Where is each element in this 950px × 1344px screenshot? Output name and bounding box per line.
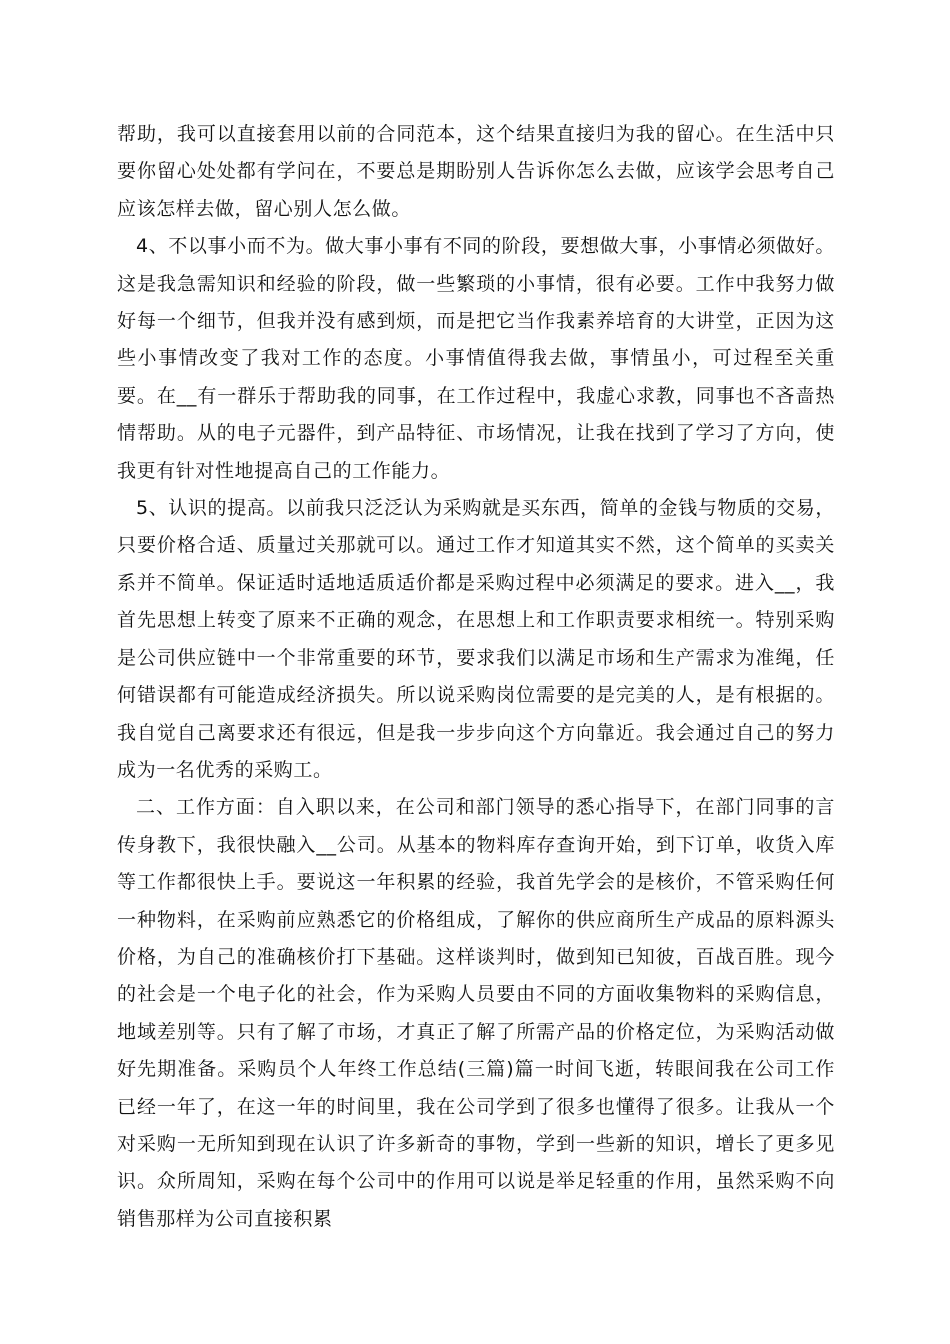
paragraph-work-aspect: 二、工作方面：自入职以来，在公司和部门领导的悉心指导下，在部门同事的言传身教下，我很快融入__公司。从基本的物料库存查询开始，到下订单，收货入库等工作都很快上手。要说这一年积累的经验，我首先学会的是核价，不管采购任何一种物料，在采购前应熟悉它的价格组成，了解你的供应商所生产成品的原料源头价格，为自己的准确核价打下基础。这样谈判时，做到知已知彼，百战百胜。现今的社会是一个电子化的社会，作为采购人员要由不同的方面收集物料的采购信息，地域差别等。只有了解了市场，才真正了解了所需产品的价格定位，为采购活动做好先期准备。采购员个人年终工作总结(三篇)篇一时间飞逝，转眼间我在公司工作已经一年了，在这一年的时间里，我在公司学到了很多也懂得了很多。让我从一个对采购一无所知到现在认识了许多新奇的事物，学到一些新的知识，增长了更多见识。众所周知，采购在每个公司中的作用可以说是举足轻重的作用，虽然采购不向销售那样为公司直接积累: [117, 796, 835, 1230]
paragraph-continuation: 帮助，我可以直接套用以前的合同范本，这个结果直接归为我的留心。在生活中只要你留心处处都有学问在，不要总是期盼别人告诉你怎么去做，应该学会思考自己应该怎样去做，留心别人怎么做。: [117, 123, 835, 220]
paragraph-point-5: 5、认识的提高。以前我只泛泛认为采购就是买东西，简单的金钱与物质的交易，只要价格合适、质量过关那就可以。通过工作才知道其实不然，这个简单的买卖关系并不简单。保证适时适地适质适价都是采购过程中必须满足的要求。进入__，我首先思想上转变了原来不正确的观念，在思想上和工作职责要求相统一。特别采购是公司供应链中一个非常重要的环节，要求我们以满足市场和生产需求为准绳，任何错误都有可能造成经济损失。所以说采购岗位需要的是完美的人，是有根据的。我自觉自己离要求还有很远，但是我一步步向这个方向靠近。我会通过自己的努力成为一名优秀的采购工。: [117, 497, 835, 781]
document-body: [117, 116, 835, 1238]
paragraph-point-4: 4、不以事小而不为。做大事小事有不同的阶段，要想做大事，小事情必须做好。这是我急需知识和经验的阶段，做一些繁琐的小事情，很有必要。工作中我努力做好每一个细节，但我并没有感到烦，而是把它当作我素养培育的大讲堂，正因为这些小事情改变了我对工作的态度。小事情值得我去做，事情虽小，可过程至关重要。在__有一群乐于帮助我的同事，在工作过程中，我虚心求教，同事也不吝啬热情帮助。从的电子元器件，到产品特征、市场情况，让我在找到了学习了方向，使我更有针对性地提高自己的工作能力。: [117, 235, 835, 482]
